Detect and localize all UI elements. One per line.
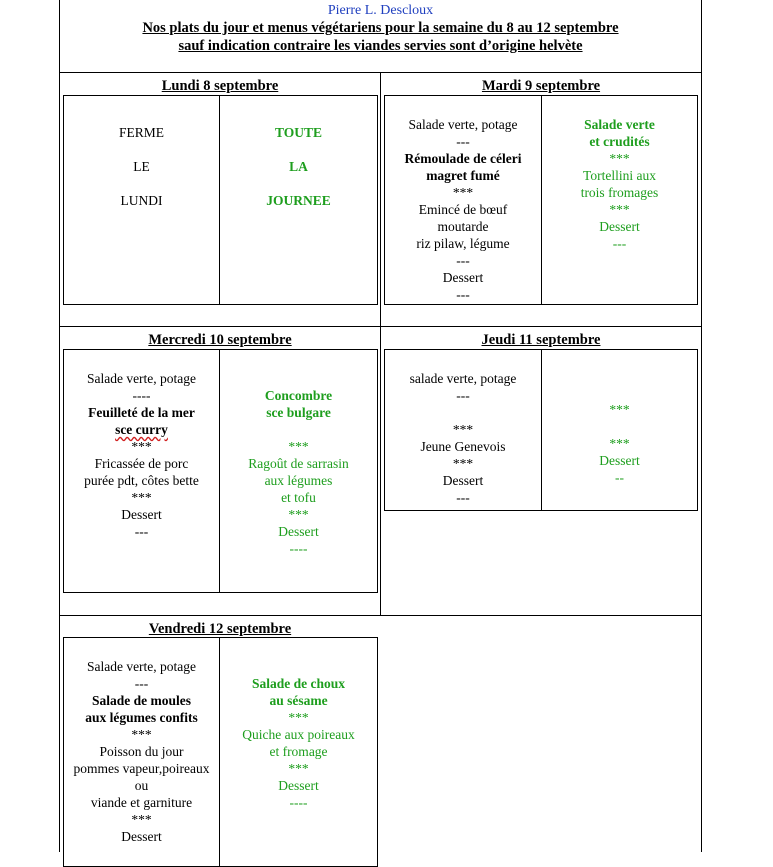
veg-line: *** <box>609 402 630 417</box>
veg-line: Concombre <box>264 388 333 403</box>
menu-line: Dessert <box>442 473 484 488</box>
menu-line: salade verte, potage <box>409 371 517 386</box>
menu-line: aux légumes confits <box>85 710 198 725</box>
menu-line: Salade de moules <box>91 693 191 708</box>
veg-line: *** <box>609 436 630 451</box>
veg-line: Ragoût de sarrasin <box>248 456 349 471</box>
menu-line: Poisson du jour <box>99 744 184 759</box>
menu-line: *** <box>131 439 152 454</box>
veg-line: --- <box>612 236 627 251</box>
menu-line: Emincé de bœuf <box>418 202 508 217</box>
menu-line: --- <box>456 253 470 268</box>
menu-line: sce curry <box>115 422 168 437</box>
veg-line: Quiche aux poireaux <box>242 727 355 742</box>
veg-line: Tortellini aux <box>583 168 656 183</box>
menu-column <box>385 96 542 304</box>
day-box-wednesday <box>63 349 378 593</box>
menu-line: Jeune Genevois <box>420 439 506 454</box>
veg-line: *** <box>288 761 309 776</box>
veg-column <box>542 350 697 510</box>
menu-column <box>64 96 220 304</box>
page-header <box>60 0 701 55</box>
day-box-tuesday <box>384 95 698 305</box>
menu-line: Dessert <box>121 829 162 844</box>
menu-line: *** <box>452 185 474 200</box>
grid-line-row3 <box>59 615 702 616</box>
veg-column <box>542 96 697 304</box>
menu-line: --- <box>456 388 470 403</box>
day-box-thursday <box>384 349 698 511</box>
veg-line: Salade verte <box>584 117 655 132</box>
menu-line: Salade verte, potage <box>408 117 518 132</box>
day-title-wednesday: Mercredi 10 septembre <box>148 332 292 348</box>
menu-line: --- <box>134 676 149 691</box>
page-border-left <box>59 0 60 852</box>
veg-line: ---- <box>289 541 308 556</box>
veg-line: ---- <box>289 795 308 810</box>
menu-line: moutarde <box>437 219 489 234</box>
page-title: Nos plats du jour et menus végétariens pour la semaine du 8 au 12 septembre <box>142 20 619 36</box>
menu-line: Salade verte, potage <box>86 659 197 674</box>
veg-line: TOUTE <box>274 125 323 140</box>
day-box-friday <box>63 637 378 867</box>
veg-column <box>220 96 377 304</box>
veg-line: *** <box>288 507 309 522</box>
menu-line: purée pdt, côtes bette <box>84 473 199 488</box>
menu-line: --- <box>134 524 149 539</box>
veg-line: et crudités <box>589 134 650 149</box>
veg-line: Dessert <box>278 524 319 539</box>
menu-column <box>64 350 220 592</box>
menu-line: --- <box>456 490 470 505</box>
menu-line: *** <box>131 727 152 742</box>
day-title-tuesday: Mardi 9 septembre <box>481 78 601 94</box>
page-subtitle: sauf indication contraire les viandes servies sont d’origine helvète <box>178 38 583 54</box>
menu-line: viande et garniture <box>90 795 193 810</box>
day-title-friday: Vendredi 12 septembre <box>148 621 292 637</box>
menu-line: Dessert <box>442 270 484 285</box>
day-box-monday <box>63 95 378 305</box>
veg-line: aux légumes <box>264 473 333 488</box>
author-name: Pierre L. Descloux <box>327 3 434 18</box>
menu-line: Feuilleté de la mer <box>88 405 195 420</box>
menu-line: ---- <box>132 388 151 403</box>
veg-line: Dessert <box>278 778 319 793</box>
veg-line: au sésame <box>269 693 328 708</box>
menu-line: --- <box>456 287 470 302</box>
veg-line: et tofu <box>281 490 316 505</box>
page-border-right <box>701 0 702 852</box>
veg-line: et fromage <box>269 744 328 759</box>
menu-line: --- <box>456 134 470 149</box>
veg-line: trois fromages <box>580 185 659 200</box>
veg-line: Salade de choux <box>251 676 346 691</box>
veg-line: sce bulgare <box>266 405 331 420</box>
menu-line: Fricassée de porc <box>94 456 189 471</box>
day-title-monday: Lundi 8 septembre <box>161 78 279 94</box>
day-title-thursday: Jeudi 11 septembre <box>481 332 601 348</box>
veg-column <box>220 638 377 866</box>
menu-line: magret fumé <box>426 168 500 183</box>
veg-line: LA <box>289 159 308 174</box>
veg-line: Dessert <box>599 453 640 468</box>
veg-line: JOURNEE <box>266 193 331 208</box>
veg-line: *** <box>288 439 309 454</box>
menu-line: pommes vapeur,poireaux <box>73 761 210 776</box>
menu-line: ou <box>134 778 149 793</box>
menu-line: LUNDI <box>120 193 163 208</box>
veg-line: Dessert <box>599 219 640 234</box>
veg-line: *** <box>288 710 309 725</box>
veg-line: *** <box>609 151 630 166</box>
menu-column <box>385 350 542 510</box>
menu-line: LE <box>133 159 150 174</box>
menu-line: *** <box>452 422 474 437</box>
menu-line: Dessert <box>121 507 162 522</box>
menu-line: Salade verte, potage <box>86 371 197 386</box>
menu-line: FERME <box>118 125 164 140</box>
menu-line: riz pilaw, légume <box>416 236 510 251</box>
menu-column <box>64 638 220 866</box>
veg-column <box>220 350 377 592</box>
veg-line: -- <box>615 470 624 485</box>
menu-line: *** <box>131 490 152 505</box>
menu-line: *** <box>131 812 152 827</box>
menu-line: Rémoulade de céleri <box>404 151 522 166</box>
veg-line: *** <box>609 202 630 217</box>
menu-line: *** <box>452 456 474 471</box>
